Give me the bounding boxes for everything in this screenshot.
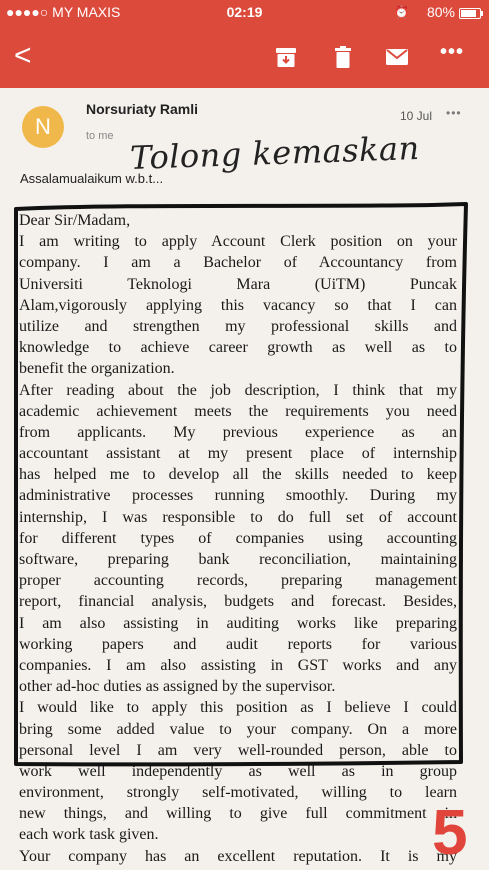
trash-icon[interactable] bbox=[331, 45, 355, 69]
letter-line: report, financial analysis, budgets and forecast. Besides, bbox=[19, 593, 457, 611]
more-options-button[interactable]: ••• bbox=[440, 41, 465, 63]
mark-unread-mail-icon[interactable] bbox=[385, 45, 409, 69]
sender-name: Norsuriaty Ramli bbox=[86, 101, 199, 117]
letter-line: from applicants. My previous experience as an bbox=[19, 423, 457, 441]
letter-line: Your company has an excellent reputation. It is my bbox=[19, 847, 457, 865]
battery-percent: 80% bbox=[426, 4, 455, 20]
letter-line: proper accounting records, preparing management bbox=[19, 572, 457, 590]
email-greeting: Assalamualaikum w.b.t... bbox=[20, 171, 164, 186]
letter-line: benefit the organization. bbox=[19, 360, 175, 378]
handwritten-note: Tolong kemaskan bbox=[129, 128, 421, 178]
email-date: 10 Jul bbox=[400, 109, 433, 123]
letter-line: software, preparing bank reconciliation, maintaining bbox=[19, 551, 457, 568]
letter-line: Universiti Teknologi Mara (UiTM) Puncak bbox=[19, 275, 457, 293]
message-more-button[interactable]: ••• bbox=[446, 106, 462, 120]
email-toolbar bbox=[0, 26, 489, 88]
battery-icon bbox=[459, 8, 481, 19]
back-button[interactable]: < bbox=[14, 39, 32, 72]
archive-icon[interactable] bbox=[274, 45, 298, 69]
letter-line: I would like to apply this position as I believe I could bbox=[19, 699, 457, 717]
clock: 02:19 bbox=[226, 4, 263, 20]
cover-letter-body bbox=[19, 210, 457, 867]
recipient-label[interactable]: to me bbox=[86, 130, 114, 142]
letter-line: for different types of companies using accounting bbox=[19, 529, 457, 547]
letter-line: companies. I am also assisting in GST works and any bbox=[19, 656, 457, 674]
status-bar bbox=[0, 0, 489, 26]
letter-line: utilize and strengthen my professional skills and bbox=[19, 317, 457, 335]
letter-line: has helped me to develop all the skills needed to keep bbox=[19, 466, 457, 484]
letter-line: environment, strongly self-motivated, willing to learn bbox=[19, 784, 457, 802]
letter-line: company. I am a Bachelor of Accountancy from bbox=[19, 254, 457, 272]
letter-line: each work task given. bbox=[19, 826, 159, 844]
letter-line: accountant assistant at my present place of internship bbox=[19, 445, 457, 463]
letter-line: Alam,vigorously applying this vacancy so that I can bbox=[19, 296, 457, 314]
carrier-label: ●●●●○ MY MAXIS bbox=[6, 4, 121, 20]
letter-line: administrative processes running smoothly. During my bbox=[19, 487, 457, 505]
letter-line: Dear Sir/Madam, bbox=[19, 212, 131, 229]
letter-line: new things, and willing to give full commitment in bbox=[19, 805, 457, 823]
alarm-icon: ⏰ bbox=[394, 5, 409, 19]
letter-line: bring some added value to your company. On a more bbox=[19, 720, 457, 738]
letter-line: other ad-hoc duties as assigned by the supervisor. bbox=[19, 678, 336, 696]
letter-line: I am also assisting in auditing works like preparing bbox=[19, 614, 457, 632]
letter-line: work well independently as well as in group bbox=[19, 762, 457, 780]
letter-line: working papers and audit reports for various bbox=[19, 635, 457, 653]
letter-line: personal level I am very well-rounded person, able to bbox=[19, 741, 457, 759]
letter-line: knowledge to achieve career growth as well as to bbox=[19, 339, 457, 357]
letter-line: After reading about the job description, I think that my bbox=[19, 381, 457, 399]
letter-line: internship, I was responsible to do full set of account bbox=[19, 508, 457, 526]
sender-avatar: N bbox=[22, 106, 64, 148]
letter-line: I am writing to apply Account Clerk position on your bbox=[19, 233, 457, 251]
annotation-number: 5 bbox=[432, 796, 468, 868]
letter-line: academic achievement meets the requirements you need bbox=[19, 402, 457, 420]
